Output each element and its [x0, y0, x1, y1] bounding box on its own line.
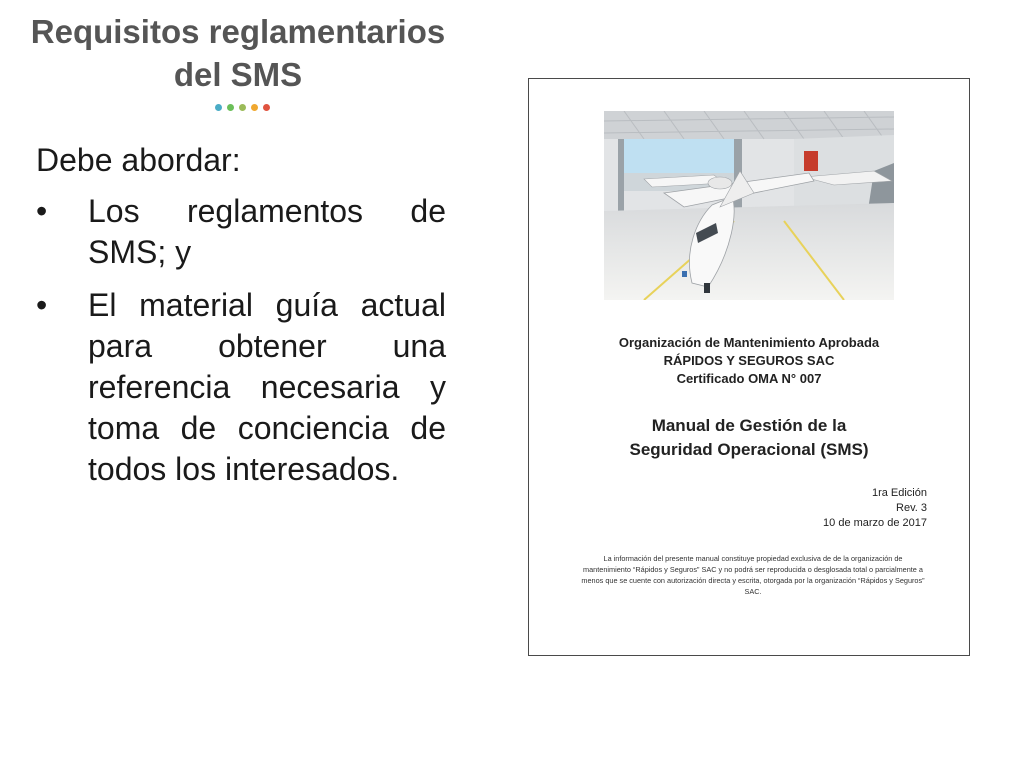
edition-block	[823, 486, 927, 531]
slide-title-line-2: del SMS	[173, 56, 303, 93]
bullet-text: Los reglamentos de SMS; y	[88, 193, 446, 270]
accent-dot	[263, 104, 270, 111]
edition-label: 1ra Edición	[871, 487, 927, 499]
slide-title-line-1: Requisitos reglamentarios	[30, 13, 446, 50]
bullet-marker: •	[36, 287, 48, 323]
body-intro: Debe abordar:	[36, 142, 241, 178]
manual-cover-image	[528, 78, 970, 656]
slide-title	[0, 10, 476, 96]
accent-dot	[251, 104, 258, 111]
disclaimer-text: La información del presente manual constituye propiedad exclusiva de de la organización de mantenimiento “Rápidos y Seguros” SAC y no podrá ser reproducida o desglosada total o parcialmente a menos que se cuente con autorización directa y escrita, otorgada por la organización “Rápidos y Seguros” SAC.	[581, 554, 925, 596]
organization-name: Organización de Mantenimiento Aprobada	[618, 335, 880, 350]
edition-date: 10 de marzo de 2017	[823, 517, 927, 529]
slide-body	[36, 140, 446, 502]
bullet-marker: •	[36, 193, 48, 229]
bullet-item	[36, 285, 446, 490]
accent-dot	[215, 104, 222, 111]
bullet-text: El material guía actual para obtener una referencia necesaria y toma de conciencia de todos los interesados.	[88, 287, 446, 487]
hangar-aircraft-photo	[604, 111, 894, 300]
manual-title-line-2: Seguridad Operacional (SMS)	[629, 440, 869, 459]
certificate-number: Certificado OMA N° 007	[676, 371, 822, 386]
organization-heading	[529, 334, 969, 388]
accent-dot	[239, 104, 246, 111]
bullet-list	[36, 191, 446, 490]
accent-dot	[227, 104, 234, 111]
company-name: RÁPIDOS Y SEGUROS SAC	[663, 353, 835, 368]
manual-title	[529, 414, 969, 462]
revision-label: Rev. 3	[896, 502, 927, 514]
manual-title-line-1: Manual de Gestión de la	[651, 416, 847, 435]
bullet-item	[36, 191, 446, 273]
